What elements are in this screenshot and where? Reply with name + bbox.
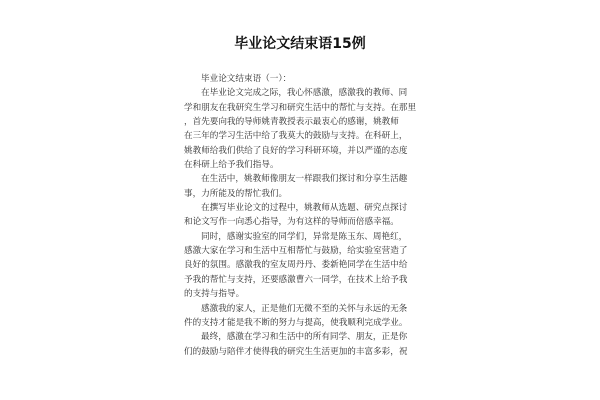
body-text-line: 学和朋友在我研究生学习和研究生活中的帮忙与支持。在那里 xyxy=(184,102,417,113)
body-text-line: 毕业论文结束语（一）： xyxy=(201,74,292,84)
body-text-line: 姚教师给我们供给了良好的学习科研环境，并以严谨的态度 xyxy=(184,145,408,156)
body-text-line: 在科研上给予我们指导。 xyxy=(184,160,279,171)
body-text-line: 感激我的家人，正是他们无微不至的关怀与永远的无条 xyxy=(201,303,408,314)
body-text-line: 在三年的学习生活中给了我莫大的鼓励与支持。在科研上， xyxy=(184,131,408,142)
body-text-line: 良好的氛围。感激我的室友周丹丹、娄新艳同学在生活中给 xyxy=(184,260,408,271)
body-text-line: 在毕业论文完成之际，我心怀感激，感激我的教师、同 xyxy=(201,88,408,99)
body-text-line: 在撰写毕业论文的过程中，姚教师从选题、研究点探讨 xyxy=(201,203,408,214)
body-text-line: 和论文写作一向悉心指导，为有这样的导师而倍感幸福。 xyxy=(184,217,399,228)
body-text-line: 的支持与指导。 xyxy=(184,289,245,300)
body-text-line: 事，力所能及的帮忙我们。 xyxy=(184,188,288,199)
body-text-line: 予我的帮忙与支持，还要感激曹六一同学，在技术上给予我 xyxy=(184,274,408,285)
body-text-line: 最终，感激在学习和生活中的所有同学、朋友，正是你 xyxy=(201,332,408,343)
body-text-line: 感激大家在学习和生活中互相帮忙与鼓励，给实验室营造了 xyxy=(184,246,408,257)
document-body xyxy=(184,72,416,359)
body-text-line: 在生活中，姚教师像朋友一样跟我们探讨和分享生活趣 xyxy=(201,174,408,185)
document-title: 毕业论文结束语15例 xyxy=(234,36,366,52)
body-text-line: 同时，感谢实验室的同学们，异常是陈玉东、周艳红， xyxy=(201,231,408,242)
body-text-line: 们的鼓励与陪伴才使得我的研究生生活更加的丰富多彩，祝 xyxy=(184,346,408,357)
body-text-line: ，首先要向我的导师姚青教授表示最衷心的感谢，姚教师 xyxy=(184,117,399,128)
body-text-line: 件的支持才能是我不断的努力与提高，使我顺利完成学业。 xyxy=(184,317,408,328)
